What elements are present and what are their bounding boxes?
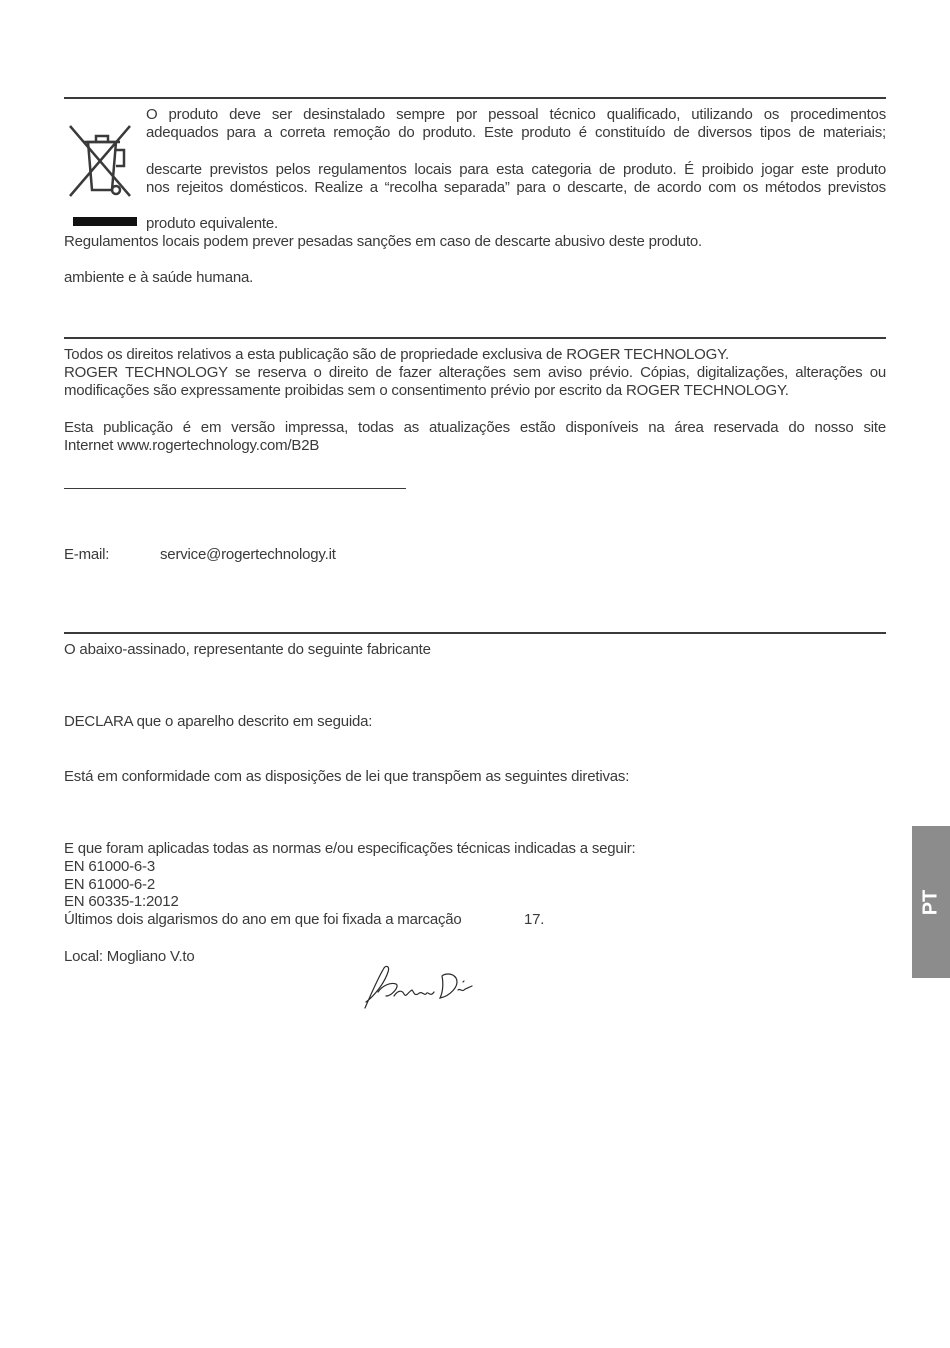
disposal-line-6: Regulamentos locais podem prever pesadas sanções em caso de descarte abusivo deste produto. — [64, 233, 703, 250]
copyright-line-1: Todos os direitos relativos a esta publicação são de propriedade exclusiva de ROGER TECHNOLOGY. — [64, 346, 729, 363]
disposal-line-3: descarte previstos pelos regulamentos locais para esta categoria de produto. É proibido jogar este produto — [146, 161, 886, 178]
disposal-line-2: adequados para a correta remoção do produto. Este produto é constituído de diversos tipos de materiais; — [146, 124, 886, 141]
marking-label: Últimos dois algarismos do ano em que foi fixada a marcação — [64, 911, 462, 928]
disposal-line-4: nos rejeitos domésticos. Realize a “recolha separada” para o descarte, de acordo com os métodos previstos — [146, 179, 886, 196]
declaration-intro: O abaixo-assinado, representante do seguinte fabricante — [64, 641, 431, 658]
language-tab — [912, 826, 950, 978]
top-rule — [64, 97, 886, 99]
language-tab-label: PT — [919, 889, 942, 915]
copyright-line-5: Internet www.rogertechnology.com/B2B — [64, 437, 320, 454]
standard-item: EN 61000-6-3 — [64, 858, 155, 875]
contact-rule — [64, 488, 406, 489]
weee-bin-icon — [66, 120, 138, 204]
disposal-line-1: O produto deve ser desinstalado sempre por pessoal técnico qualificado, utilizando os procedimentos — [146, 106, 886, 123]
declaration-conformity: Está em conformidade com as disposições de lei que transpõem as seguintes diretivas: — [64, 768, 630, 785]
standards-intro: E que foram aplicadas todas as normas e/ou especificações técnicas indicadas a seguir: — [64, 840, 636, 857]
weee-underline-bar — [73, 217, 137, 226]
signature — [360, 962, 480, 1014]
place: Local: Mogliano V.to — [64, 948, 195, 965]
copyright-line-4: Esta publicação é em versão impressa, todas as atualizações estão disponíveis na área reservada do nosso site — [64, 419, 886, 436]
declaration-rule — [64, 632, 886, 634]
copyright-rule — [64, 337, 886, 339]
standard-item: EN 61000-6-2 — [64, 876, 155, 893]
email-value: service@rogertechnology.it — [160, 546, 336, 563]
marking-year: 17. — [524, 911, 545, 928]
declaration-declares: DECLARA que o aparelho descrito em seguida: — [64, 713, 373, 730]
copyright-line-2: ROGER TECHNOLOGY se reserva o direito de fazer alterações sem aviso prévio. Cópias, digitalizações, alterações ou — [64, 364, 886, 381]
standard-item: EN 60335-1:2012 — [64, 893, 179, 910]
disposal-line-7: ambiente e à saúde humana. — [64, 269, 254, 286]
email-label: E-mail: — [64, 546, 110, 563]
copyright-line-3: modificações são expressamente proibidas sem o consentimento prévio por escrito da ROGER TECHNOLOGY. — [64, 382, 789, 399]
disposal-line-5: produto equivalente. — [146, 215, 278, 232]
